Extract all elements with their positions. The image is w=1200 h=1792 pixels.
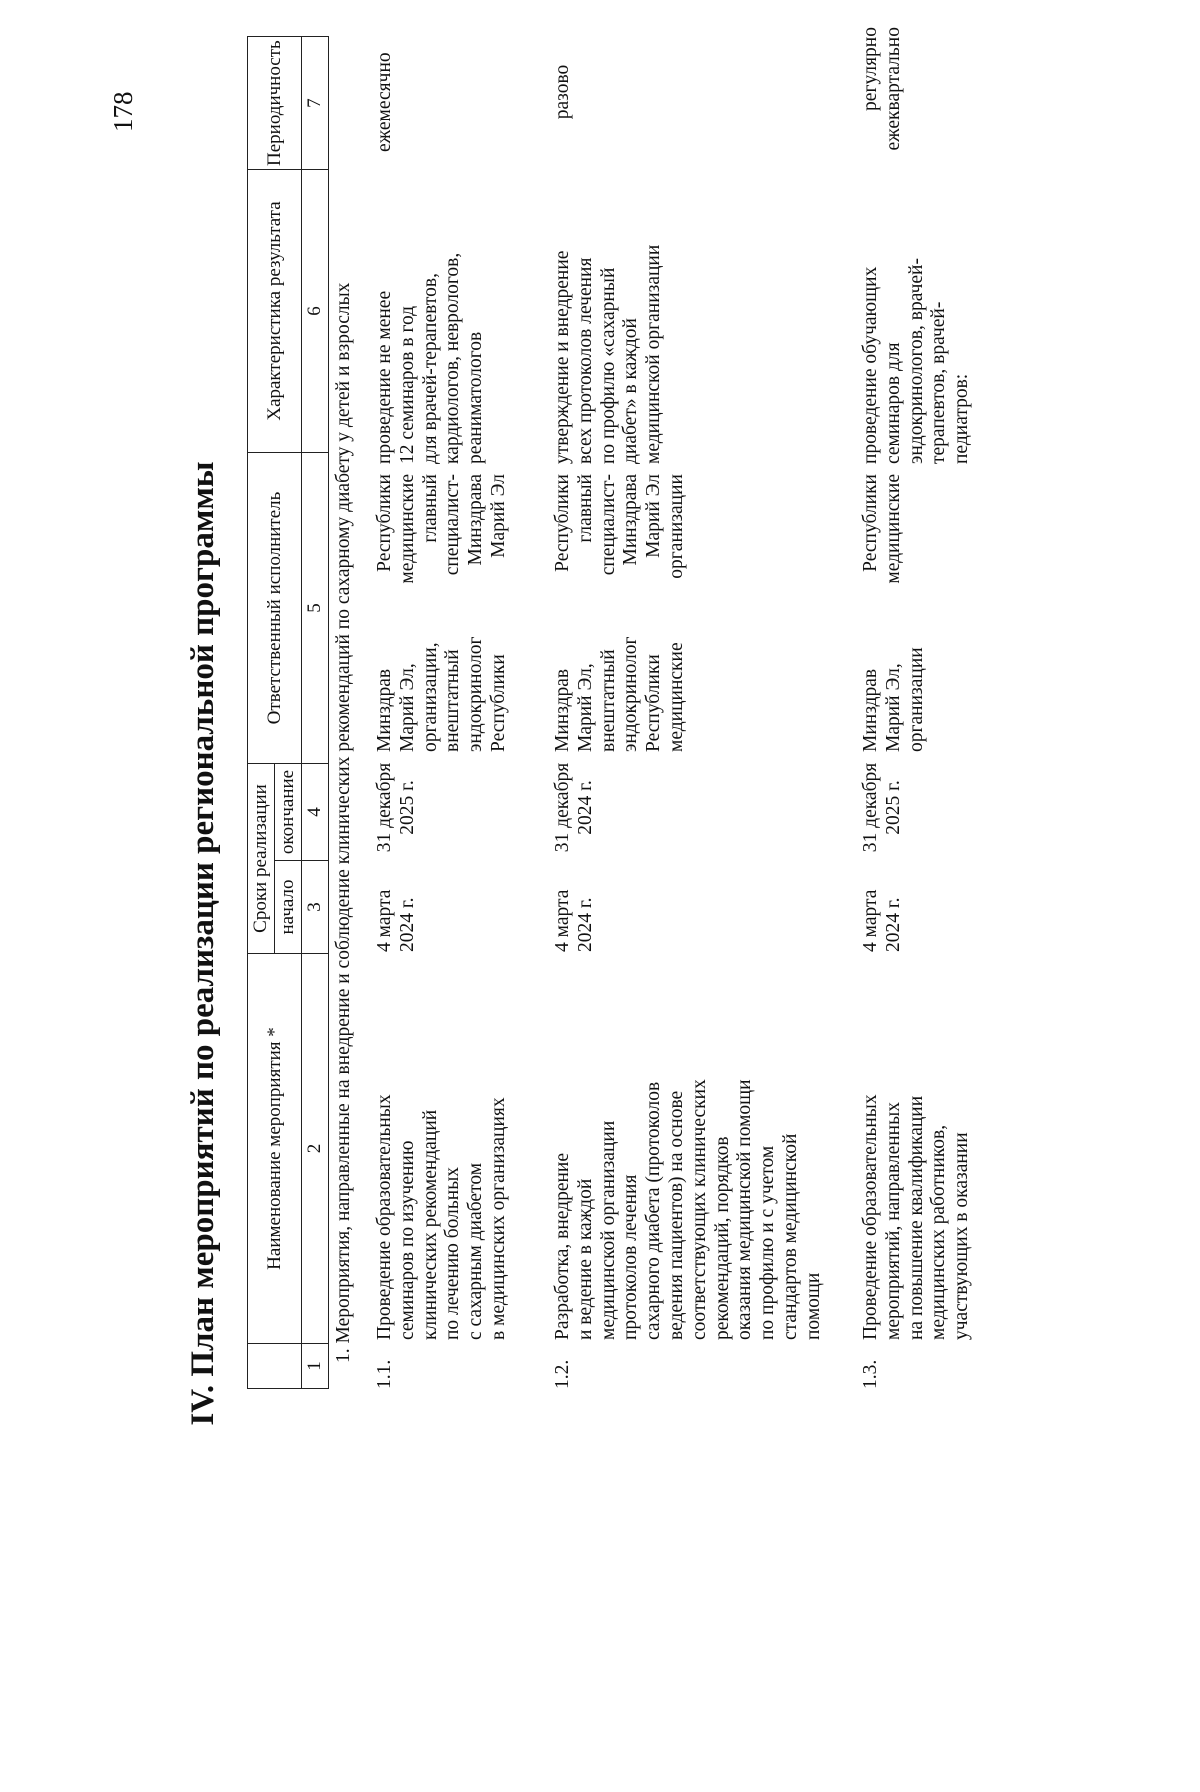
header-cell-num (248, 1344, 302, 1389)
column-number: 4 (302, 764, 329, 861)
row-end: 31 декабря 2025 г. (860, 762, 904, 853)
header-end: окончание (275, 764, 302, 861)
row-result: проведение не менее 12 семинаров в год для врачей-терапевтов, кардиологов, неврологов, реаниматологов (374, 252, 487, 464)
row-name: Проведение образовательных семинаров по изучению клинических рекомендаций по лечению больных с сахарным диабетом в медицинских организациях (374, 1094, 509, 1340)
page-number: 178 (108, 91, 138, 132)
row-responsible-left: Минздрав Марий Эл, внештатный эндокринолог Республики медицинские (552, 636, 687, 752)
row-responsible-right: Республики медицинские главный специалист- Минздрава Марий Эл (374, 474, 509, 584)
table-header (247, 36, 329, 1389)
row-period: ежемесячно (374, 52, 395, 152)
row-name: Разработка, внедрение и ведение в каждой медицинской организации протоколов лечения сахарного диабета (протоколов ведения пациентов) на основе соответствующих клинических рекомендаций, порядков оказания медицинской помощи по профилю и с учетом стандартов медицинской помощи (552, 1079, 824, 1340)
row-start: 4 марта 2024 г. (552, 889, 596, 952)
section-title: 1. Мероприятия, направленные на внедрение и соблюдение клинических рекомендаций по сахарному диабету у детей и взрослых (333, 282, 354, 1363)
row-period: регулярно ежеквартально (860, 27, 904, 151)
row-start: 4 марта 2024 г. (860, 889, 904, 952)
row-responsible-right: Республики медицинские (860, 474, 904, 584)
header-start: начало (275, 861, 302, 954)
page-title: IV. План мероприятий по реализации региональной программы (185, 461, 221, 1426)
row-responsible-left: Минздрав Марий Эл, организации (860, 647, 927, 752)
column-number: 2 (302, 954, 329, 1344)
header-result: Характеристика результата (248, 170, 302, 453)
column-number: 1 (302, 1344, 329, 1389)
column-number: 5 (302, 453, 329, 764)
row-name: Проведение образовательных мероприятий, направленных на повышение квалификации медицинских работников, участвующих в оказании (860, 1094, 973, 1340)
row-result: проведение обучающих семинаров для эндокринологов, врачей- терапевтов, врачей- педиатров: (860, 258, 973, 464)
header-name: Наименование мероприятия * (248, 954, 302, 1344)
header-responsible: Ответственный исполнитель (248, 453, 302, 764)
row-responsible-left: Минздрав Марий Эл, организации, внештатный эндокринолог Республики (374, 636, 509, 752)
row-start: 4 марта 2024 г. (374, 889, 418, 952)
row-end: 31 декабря 2025 г. (374, 762, 418, 853)
row-number: 1.1. (374, 1359, 395, 1389)
row-number: 1.3. (860, 1359, 881, 1389)
row-number: 1.2. (552, 1359, 573, 1389)
row-result: утверждение и внедрение всех протоколов лечения по профилю «сахарный диабет» в каждой медицинской организации (552, 244, 665, 464)
row-responsible-right: Республики главный специалист- Минздрава Марий Эл организации (552, 474, 687, 579)
column-number: 6 (302, 170, 329, 453)
header-terms: Сроки реализации (248, 764, 275, 954)
column-number: 3 (302, 861, 329, 954)
row-period: разово (552, 64, 573, 120)
row-end: 31 декабря 2024 г. (552, 762, 596, 853)
column-number: 7 (302, 37, 329, 170)
header-period: Периодичность (248, 37, 302, 170)
